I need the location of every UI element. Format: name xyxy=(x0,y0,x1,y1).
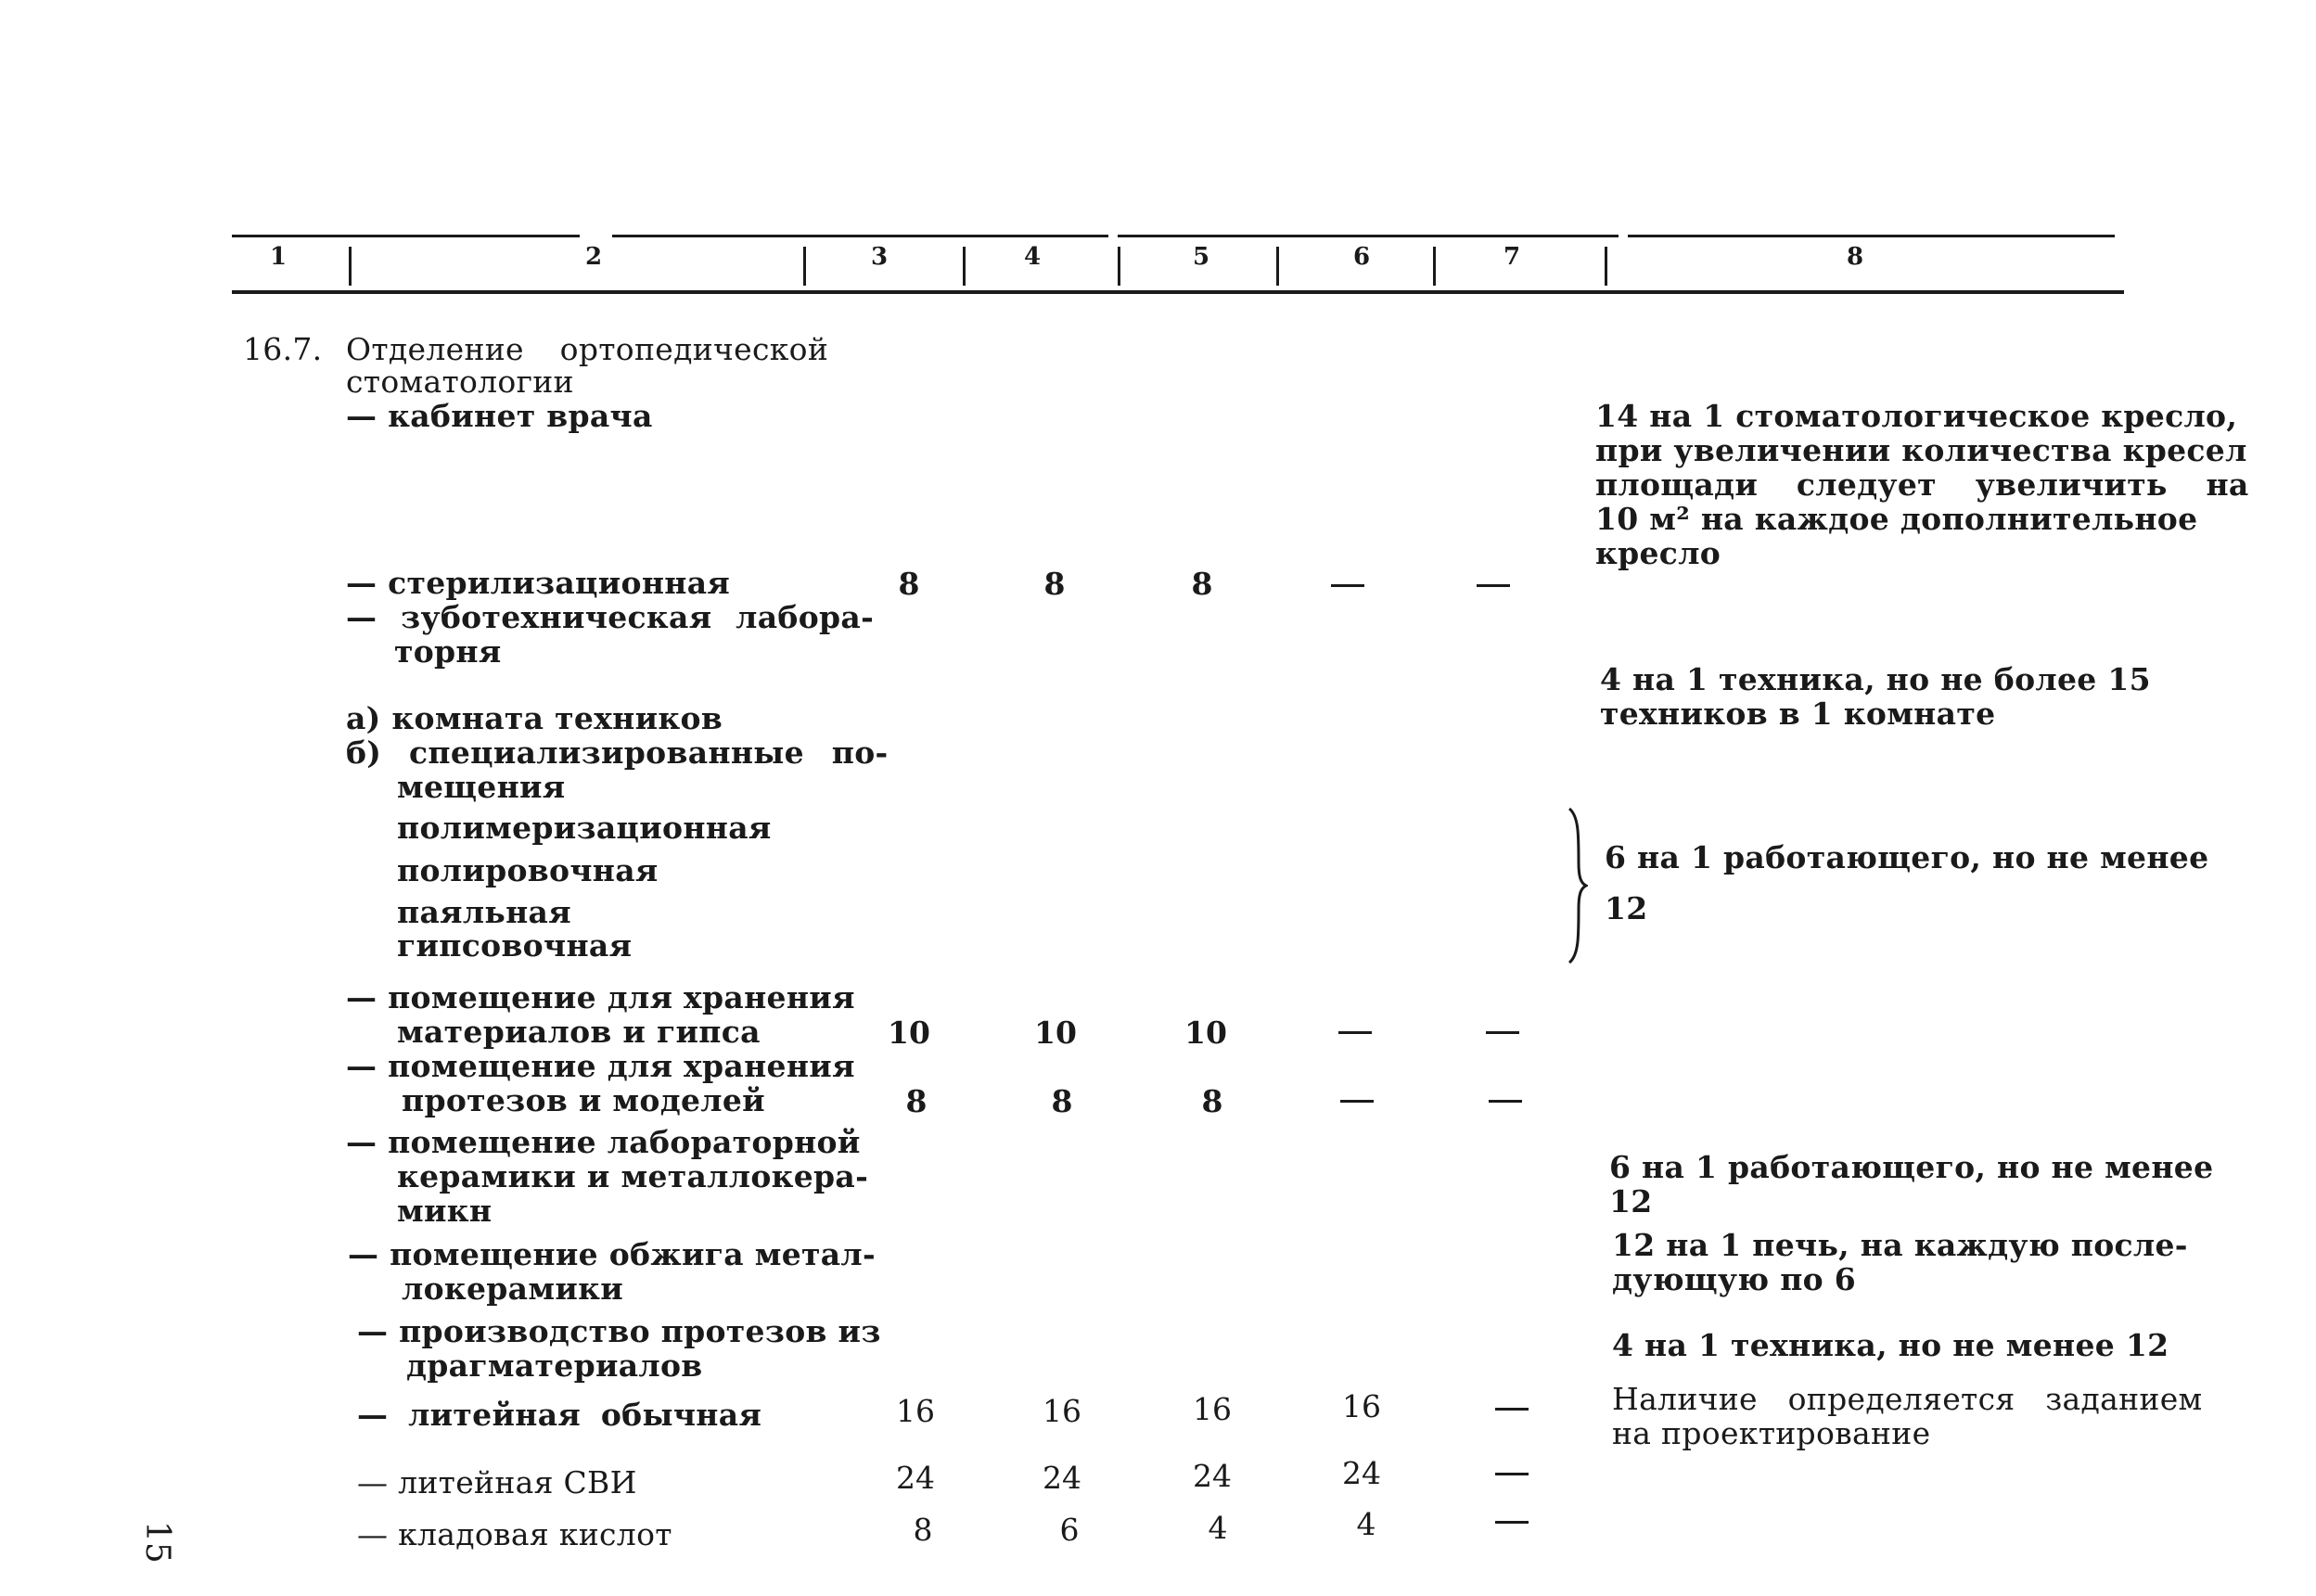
row-label: — кладовая кислот xyxy=(357,1516,672,1552)
row-label: паяльная xyxy=(397,894,571,930)
section-title: Отделение ортопедической xyxy=(346,331,829,367)
column-number: 5 xyxy=(1192,243,1210,271)
header-bottom-rule xyxy=(232,290,2124,294)
note-text: 6 на 1 работающего, но не менее 12 xyxy=(1609,1149,2214,1219)
value-cell: 8 xyxy=(1043,566,1066,602)
column-separator xyxy=(349,247,352,286)
column-separator xyxy=(1276,247,1279,286)
empty-cell-dash xyxy=(1495,1408,1529,1411)
note-text: 4 на 1 техника, но не менее 12 xyxy=(1612,1327,2169,1363)
value-cell: 24 xyxy=(1043,1460,1081,1496)
brace-icon xyxy=(1566,807,1588,964)
value-cell: 8 xyxy=(1191,566,1213,602)
header-top-rule xyxy=(1628,235,2115,237)
value-cell: 8 xyxy=(905,1083,928,1119)
column-number: 3 xyxy=(870,243,889,271)
column-number: 2 xyxy=(584,243,603,271)
row-label: протезов и моделей xyxy=(402,1082,765,1118)
column-number: 1 xyxy=(269,243,288,271)
empty-cell-dash xyxy=(1495,1473,1529,1475)
column-separator xyxy=(1118,247,1120,286)
row-label: — помещение для хранения xyxy=(346,1048,855,1084)
header-top-rule xyxy=(232,235,580,237)
value-cell: 8 xyxy=(913,1512,933,1548)
row-label: а) комната техников xyxy=(346,700,723,736)
column-separator xyxy=(1433,247,1436,286)
empty-cell-dash xyxy=(1338,1031,1372,1034)
section-number: 16.7. xyxy=(243,331,323,367)
row-label: торня xyxy=(394,633,502,670)
row-label: микн xyxy=(397,1193,493,1229)
column-number: 7 xyxy=(1503,243,1521,271)
row-label: полимеризационная xyxy=(397,810,772,846)
note-text: 12 на 1 печь, на каждую после- дующую по 6 xyxy=(1612,1227,2188,1297)
value-cell: 10 xyxy=(888,1015,930,1051)
empty-cell-dash xyxy=(1331,584,1364,587)
note-text: 4 на 1 техника, но не более 15 техников в 1 комнате xyxy=(1600,661,2151,732)
row-label: локерамики xyxy=(402,1270,624,1307)
value-cell: 8 xyxy=(1051,1083,1073,1119)
row-label: — помещение обжига метал- xyxy=(348,1236,876,1272)
note-text: 6 на 1 работающего, но не менее 12 xyxy=(1605,839,2209,926)
row-label: мещения xyxy=(397,769,566,805)
empty-cell-dash xyxy=(1495,1521,1529,1524)
value-cell: 6 xyxy=(1059,1512,1080,1548)
row-label: — помещение для хранения xyxy=(346,979,855,1015)
value-cell: 16 xyxy=(896,1393,935,1429)
empty-cell-dash xyxy=(1489,1100,1522,1103)
row-label: — литейная обычная xyxy=(357,1397,762,1433)
value-cell: 8 xyxy=(1201,1083,1223,1119)
header-top-rule xyxy=(612,235,1108,237)
column-number: 4 xyxy=(1023,243,1042,271)
row-label: — кабинет врача xyxy=(346,398,653,434)
row-label: гипсовочная xyxy=(397,927,633,964)
note-text: 14 на 1 стоматологическое кресло, при увеличении количества кресел площади следует увеличить на 10 м² на каждое дополнительное кресло xyxy=(1595,398,2249,571)
row-label: керамики и металлокера- xyxy=(397,1158,869,1194)
row-label: — помещение лабораторной xyxy=(346,1124,861,1160)
value-cell: 4 xyxy=(1208,1510,1228,1546)
value-cell: 10 xyxy=(1184,1015,1227,1051)
value-cell: 24 xyxy=(896,1460,935,1496)
column-separator xyxy=(963,247,966,286)
column-separator xyxy=(1605,247,1607,286)
column-number: 8 xyxy=(1846,243,1864,271)
value-cell: 10 xyxy=(1034,1015,1077,1051)
empty-cell-dash xyxy=(1477,584,1510,587)
row-label: материалов и гипса xyxy=(397,1014,761,1050)
value-cell: 16 xyxy=(1043,1393,1081,1429)
value-cell: 24 xyxy=(1342,1455,1381,1491)
value-cell: 8 xyxy=(898,566,920,602)
note-text: Наличие определяется заданием на проектирование xyxy=(1612,1381,2203,1451)
value-cell: 24 xyxy=(1193,1458,1232,1494)
value-cell: 16 xyxy=(1193,1391,1232,1427)
row-label: полировочная xyxy=(397,852,659,888)
column-separator xyxy=(803,247,806,286)
row-label: б) специализированные по- xyxy=(346,734,889,771)
row-label: драгматериалов xyxy=(406,1347,703,1384)
value-cell: 4 xyxy=(1356,1506,1376,1542)
column-number: 6 xyxy=(1352,243,1371,271)
value-cell: 16 xyxy=(1342,1388,1381,1424)
row-label: — литейная СВИ xyxy=(357,1464,637,1500)
header-top-rule xyxy=(1118,235,1619,237)
section-title: стоматологии xyxy=(346,364,574,400)
row-label: — стерилизационная xyxy=(346,565,731,601)
page-number: 15 xyxy=(138,1521,176,1564)
empty-cell-dash xyxy=(1486,1031,1519,1034)
row-label: — производство протезов из xyxy=(357,1313,881,1349)
empty-cell-dash xyxy=(1340,1100,1374,1103)
row-label: — зуботехническая лабора- xyxy=(346,599,875,635)
